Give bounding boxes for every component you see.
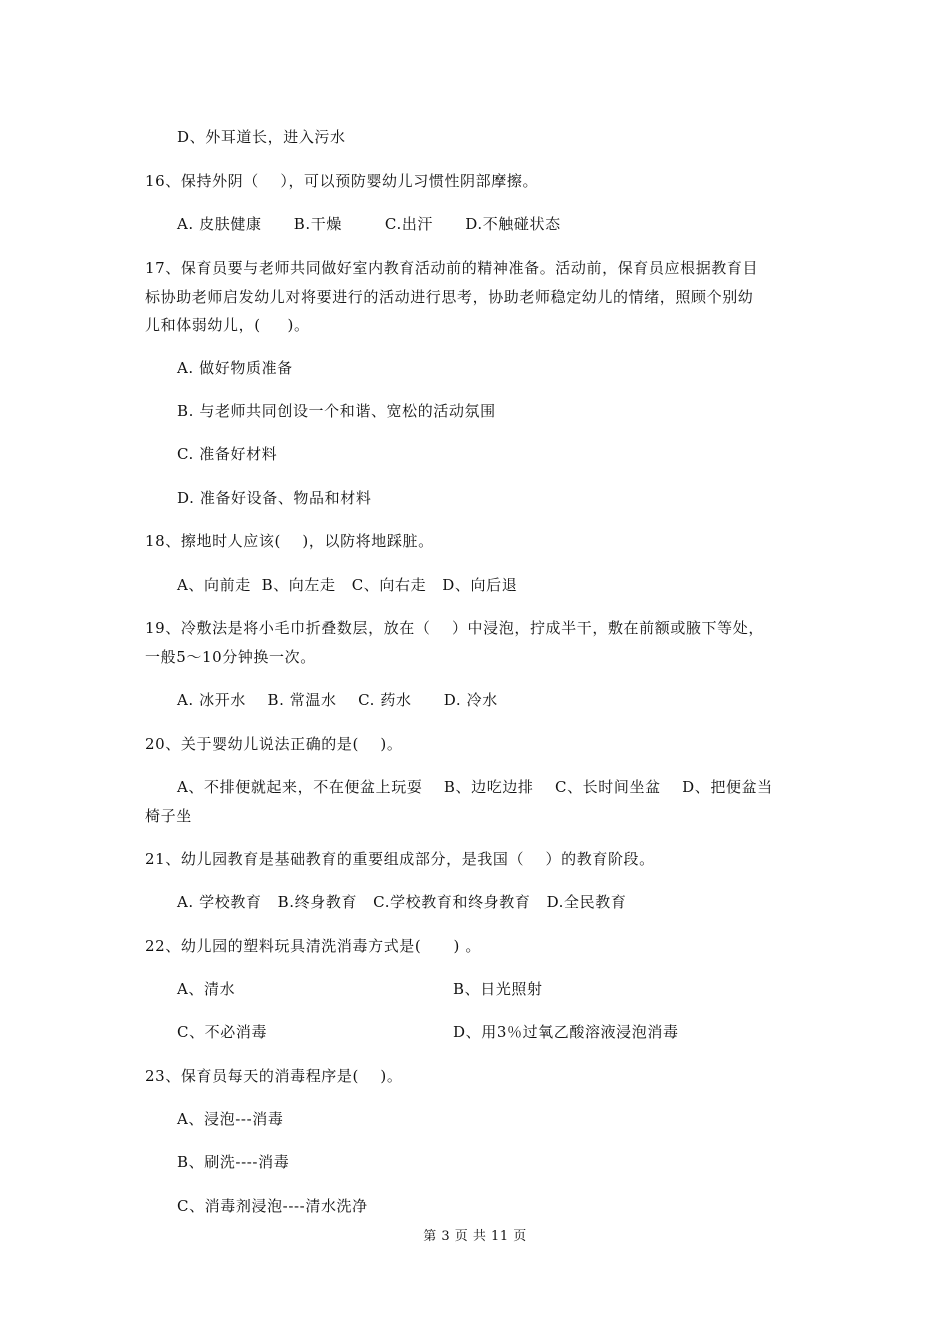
question-23: 23、保育员每天的消毒程序是( )。: [145, 1067, 403, 1085]
question-17-option-c: C. 准备好材料: [177, 445, 278, 463]
question-17-option-a: A. 做好物质准备: [177, 359, 293, 377]
question-19-line-2: 一般5～10分钟换一次。: [145, 648, 316, 666]
question-23-option-c: C、消毒剂浸泡----清水洗净: [177, 1197, 368, 1215]
question-17-option-b: B. 与老师共同创设一个和谐、宽松的活动氛围: [177, 402, 496, 420]
question-18: 18、擦地时人应该( )，以防将地踩脏。: [145, 532, 434, 550]
question-17-line-1: 17、保育员要与老师共同做好室内教育活动前的精神准备。活动前，保育员应根据教育目: [145, 259, 759, 277]
question-23-option-a: A、浸泡---消毒: [177, 1110, 284, 1128]
question-22: 22、幼儿园的塑料玩具清洗消毒方式是( ) 。: [145, 937, 481, 955]
question-17-option-d: D. 准备好设备、物品和材料: [177, 489, 372, 507]
question-22-option-b: B、日光照射: [453, 980, 543, 998]
question-21: 21、幼儿园教育是基础教育的重要组成部分，是我国（ ）的教育阶段。: [145, 850, 655, 868]
question-17-line-2: 标协助老师启发幼儿对将要进行的活动进行思考，协助老师稳定幼儿的情绪，照顾个别幼: [145, 288, 754, 306]
question-20-options: A、不排便就起来，不在便盆上玩耍 B、边吃边排 C、长时间坐盆 D、把便盆当: [177, 778, 773, 796]
question-19-options: A. 冰开水 B. 常温水 C. 药水 D. 冷水: [177, 691, 498, 709]
question-23-option-b: B、刷洗----消毒: [177, 1153, 290, 1171]
question-22-option-c: C、不必消毒: [177, 1023, 268, 1041]
question-16: 16、保持外阴（ ），可以预防婴幼儿习惯性阴部摩擦。: [145, 172, 539, 190]
question-21-options: A. 学校教育 B.终身教育 C.学校教育和终身教育 D.全民教育: [177, 893, 627, 911]
question-15-option-d: D、外耳道长，进入污水: [177, 128, 346, 146]
question-18-options: A、向前走 B、向左走 C、向右走 D、向后退: [177, 576, 518, 594]
question-20: 20、关于婴幼儿说法正确的是( )。: [145, 735, 403, 753]
question-19-line-1: 19、冷敷法是将小毛巾折叠数层，放在（ ）中浸泡，拧成半干，敷在前额或腋下等处，: [145, 619, 764, 637]
question-22-option-d: D、用3％过氧乙酸溶液浸泡消毒: [453, 1023, 679, 1041]
question-16-options: A. 皮肤健康 B.干燥 C.出汗 D.不触碰状态: [177, 215, 561, 233]
question-22-option-a: A、清水: [177, 980, 236, 998]
question-17-line-3: 儿和体弱幼儿，( )。: [145, 316, 310, 334]
page-number-footer: 第 3 页 共 11 页: [423, 1229, 527, 1244]
question-20-options-line-2: 椅子坐: [145, 807, 192, 825]
